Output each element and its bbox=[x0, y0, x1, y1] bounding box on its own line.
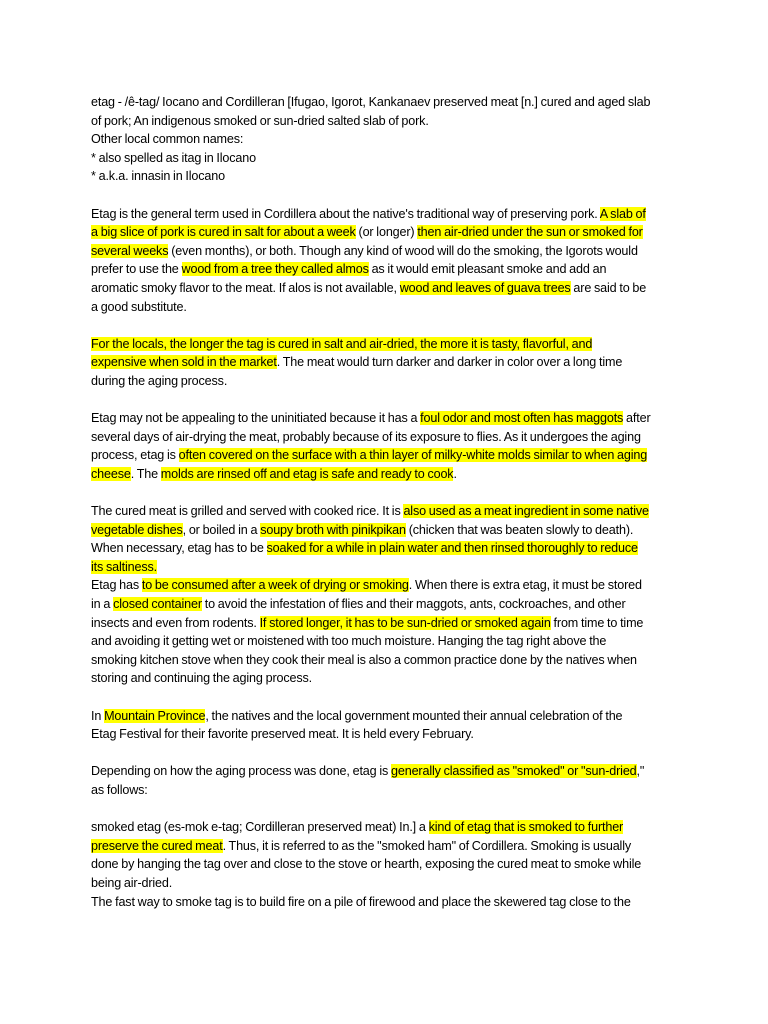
text-segment: smoked etag (es-mok e-tag; Cordilleran preserved meat) In.] a bbox=[91, 820, 429, 835]
text-line bbox=[91, 409, 668, 428]
text-segment: * a.k.a. innasin in Ilocano bbox=[91, 169, 225, 184]
text-segment: (even months), or both. Though any kind of wood will do the smoking, the Igorots would bbox=[168, 243, 638, 258]
text-segment: smoking kitchen stove when they cook their meal is also a common practice done by the natives when bbox=[91, 652, 637, 667]
text-line bbox=[91, 539, 668, 558]
highlighted-text: kind of etag that is smoked to further bbox=[428, 820, 624, 835]
document-body bbox=[91, 93, 668, 911]
text-line bbox=[91, 446, 668, 465]
highlighted-text: cheese bbox=[91, 466, 131, 481]
highlighted-text: A slab of bbox=[599, 206, 646, 221]
text-line bbox=[91, 595, 668, 614]
text-line bbox=[91, 93, 668, 112]
text-segment: Etag Festival for their favorite preserved meat. It is held every February. bbox=[91, 727, 474, 742]
text-segment: and avoiding it getting wet or moistened with too much moisture. Hanging the tag right above the bbox=[91, 634, 607, 649]
highlighted-text: If stored longer, it has to be sun-dried or smoked again bbox=[259, 615, 551, 630]
text-segment: process, etag is bbox=[91, 448, 179, 463]
text-line bbox=[91, 632, 668, 651]
text-segment: as it would emit pleasant smoke and add an bbox=[368, 262, 607, 277]
text-segment: storing and continuing the aging process. bbox=[91, 671, 312, 686]
text-segment: In bbox=[91, 708, 105, 723]
text-segment: being air-dried. bbox=[91, 875, 173, 890]
text-segment: The cured meat is grilled and served with cooked rice. It is bbox=[91, 504, 404, 519]
paragraph bbox=[91, 93, 668, 186]
highlighted-text: closed container bbox=[113, 597, 202, 612]
highlighted-text: its saltiness. bbox=[91, 559, 157, 574]
text-segment: from time to time bbox=[550, 615, 644, 630]
highlighted-text: also used as a meat ingredient in some native bbox=[403, 504, 649, 519]
text-line bbox=[91, 818, 668, 837]
text-segment: done by hanging the tag over and close to the stove or hearth, exposing the cured meat to smoke while bbox=[91, 857, 642, 872]
paragraph bbox=[91, 762, 668, 799]
text-segment: during the aging process. bbox=[91, 373, 228, 388]
paragraph bbox=[91, 707, 668, 744]
text-segment: When necessary, etag has to be bbox=[91, 541, 267, 556]
text-line bbox=[91, 130, 668, 149]
text-segment: in a bbox=[91, 597, 114, 612]
paragraph bbox=[91, 502, 668, 576]
highlighted-text: soupy broth with pinikpikan bbox=[260, 522, 406, 537]
text-segment: to avoid the infestation of flies and their maggots, ants, cockroaches, and other bbox=[201, 597, 626, 612]
text-segment: Depending on how the aging process was done, etag is bbox=[91, 764, 392, 779]
text-segment: after bbox=[623, 411, 651, 426]
paragraph bbox=[91, 893, 668, 912]
highlighted-text: expensive when sold in the market bbox=[91, 355, 277, 370]
highlighted-text: molds are rinsed off and etag is safe and ready to cook bbox=[160, 466, 454, 481]
text-segment: , or boiled in a bbox=[182, 522, 261, 537]
text-line bbox=[91, 614, 668, 633]
text-segment: aromatic smoky flavor to the meat. If alos is not available, bbox=[91, 280, 400, 295]
highlighted-text: several weeks bbox=[91, 243, 169, 258]
highlighted-text: often covered on the surface with a thin layer of milky-white molds similar to when aging bbox=[178, 448, 648, 463]
text-segment: * also spelled as itag in Ilocano bbox=[91, 150, 256, 165]
highlighted-text: Mountain Province bbox=[104, 708, 206, 723]
text-segment: Etag has bbox=[91, 578, 142, 593]
text-segment: Other local common names: bbox=[91, 132, 244, 147]
paragraph bbox=[91, 576, 668, 688]
paragraph bbox=[91, 818, 668, 892]
text-line bbox=[91, 298, 668, 317]
text-segment: . bbox=[453, 466, 457, 481]
highlighted-text: foul odor and most often has maggots bbox=[420, 411, 624, 426]
text-line bbox=[91, 149, 668, 168]
highlighted-text: For the locals, the longer the tag is cured in salt and air-dried, the more it is tasty, flavorful, and bbox=[91, 336, 593, 351]
highlighted-text: generally classified as "smoked" or "sun-dried bbox=[391, 764, 637, 779]
text-segment: . When there is extra etag, it must be stored bbox=[408, 578, 642, 593]
text-line bbox=[91, 260, 668, 279]
text-line bbox=[91, 465, 668, 484]
paragraph bbox=[91, 409, 668, 483]
text-segment: etag - /ê-tag/ Iocano and Cordilleran [Ifugao, Igorot, Kankanaev preserved meat [n.] cured and aged slab bbox=[91, 95, 651, 109]
text-segment: prefer to use the bbox=[91, 262, 182, 277]
text-line bbox=[91, 353, 668, 372]
text-line bbox=[91, 762, 668, 781]
text-line bbox=[91, 167, 668, 186]
text-line bbox=[91, 837, 668, 856]
text-line bbox=[91, 725, 668, 744]
text-segment: . Thus, it is referred to as the "smoked ham" of Cordillera. Smoking is usually bbox=[222, 838, 631, 853]
highlighted-text: preserve the cured meat bbox=[91, 838, 223, 853]
paragraph bbox=[91, 205, 668, 317]
text-line bbox=[91, 428, 668, 447]
text-line bbox=[91, 651, 668, 670]
text-line bbox=[91, 205, 668, 224]
text-segment: are said to be bbox=[570, 280, 647, 295]
text-segment: Etag may not be appealing to the uninitiated because it has a bbox=[91, 411, 421, 426]
text-line bbox=[91, 335, 668, 354]
text-segment: The fast way to smoke tag is to build fire on a pile of firewood and place the skewered tag close to the bbox=[91, 894, 631, 909]
text-line bbox=[91, 893, 668, 912]
highlighted-text: to be consumed after a week of drying or smoking bbox=[141, 578, 409, 593]
text-segment: insects and even from rodents. bbox=[91, 615, 260, 630]
highlighted-text: then air-dried under the sun or smoked for bbox=[417, 225, 643, 240]
paragraph bbox=[91, 335, 668, 391]
text-segment: (chicken that was beaten slowly to death). bbox=[405, 522, 634, 537]
highlighted-text: wood and leaves of guava trees bbox=[399, 280, 571, 295]
text-segment: , the natives and the local government mounted their annual celebration of the bbox=[205, 708, 623, 723]
text-segment: Etag is the general term used in Cordillera about the native's traditional way of preserving pork. bbox=[91, 206, 600, 221]
text-line bbox=[91, 372, 668, 391]
text-line bbox=[91, 279, 668, 298]
text-line bbox=[91, 576, 668, 595]
text-line bbox=[91, 521, 668, 540]
text-line bbox=[91, 669, 668, 688]
text-line bbox=[91, 874, 668, 893]
text-segment: a good substitute. bbox=[91, 299, 187, 314]
text-line bbox=[91, 242, 668, 261]
text-line bbox=[91, 223, 668, 242]
text-segment: (or longer) bbox=[355, 225, 418, 240]
text-line bbox=[91, 558, 668, 577]
text-segment: of pork; An indigenous smoked or sun-dried salted slab of pork. bbox=[91, 113, 429, 128]
text-segment: . The bbox=[130, 466, 161, 481]
highlighted-text: soaked for a while in plain water and then rinsed thoroughly to reduce bbox=[266, 541, 638, 556]
highlighted-text: a big slice of pork is cured in salt for about a week bbox=[91, 225, 356, 240]
text-line bbox=[91, 707, 668, 726]
text-line bbox=[91, 502, 668, 521]
text-segment: . The meat would turn darker and darker in color over a long time bbox=[276, 355, 623, 370]
text-segment: ," bbox=[636, 764, 645, 779]
text-line bbox=[91, 112, 668, 131]
text-line bbox=[91, 855, 668, 874]
highlighted-text: vegetable dishes bbox=[91, 522, 183, 537]
highlighted-text: wood from a tree they called almos bbox=[181, 262, 369, 277]
text-segment: several days of air-drying the meat, probably because of its exposure to flies. As it undergoes the aging bbox=[91, 429, 641, 444]
text-line bbox=[91, 781, 668, 800]
text-segment: as follows: bbox=[91, 782, 148, 797]
